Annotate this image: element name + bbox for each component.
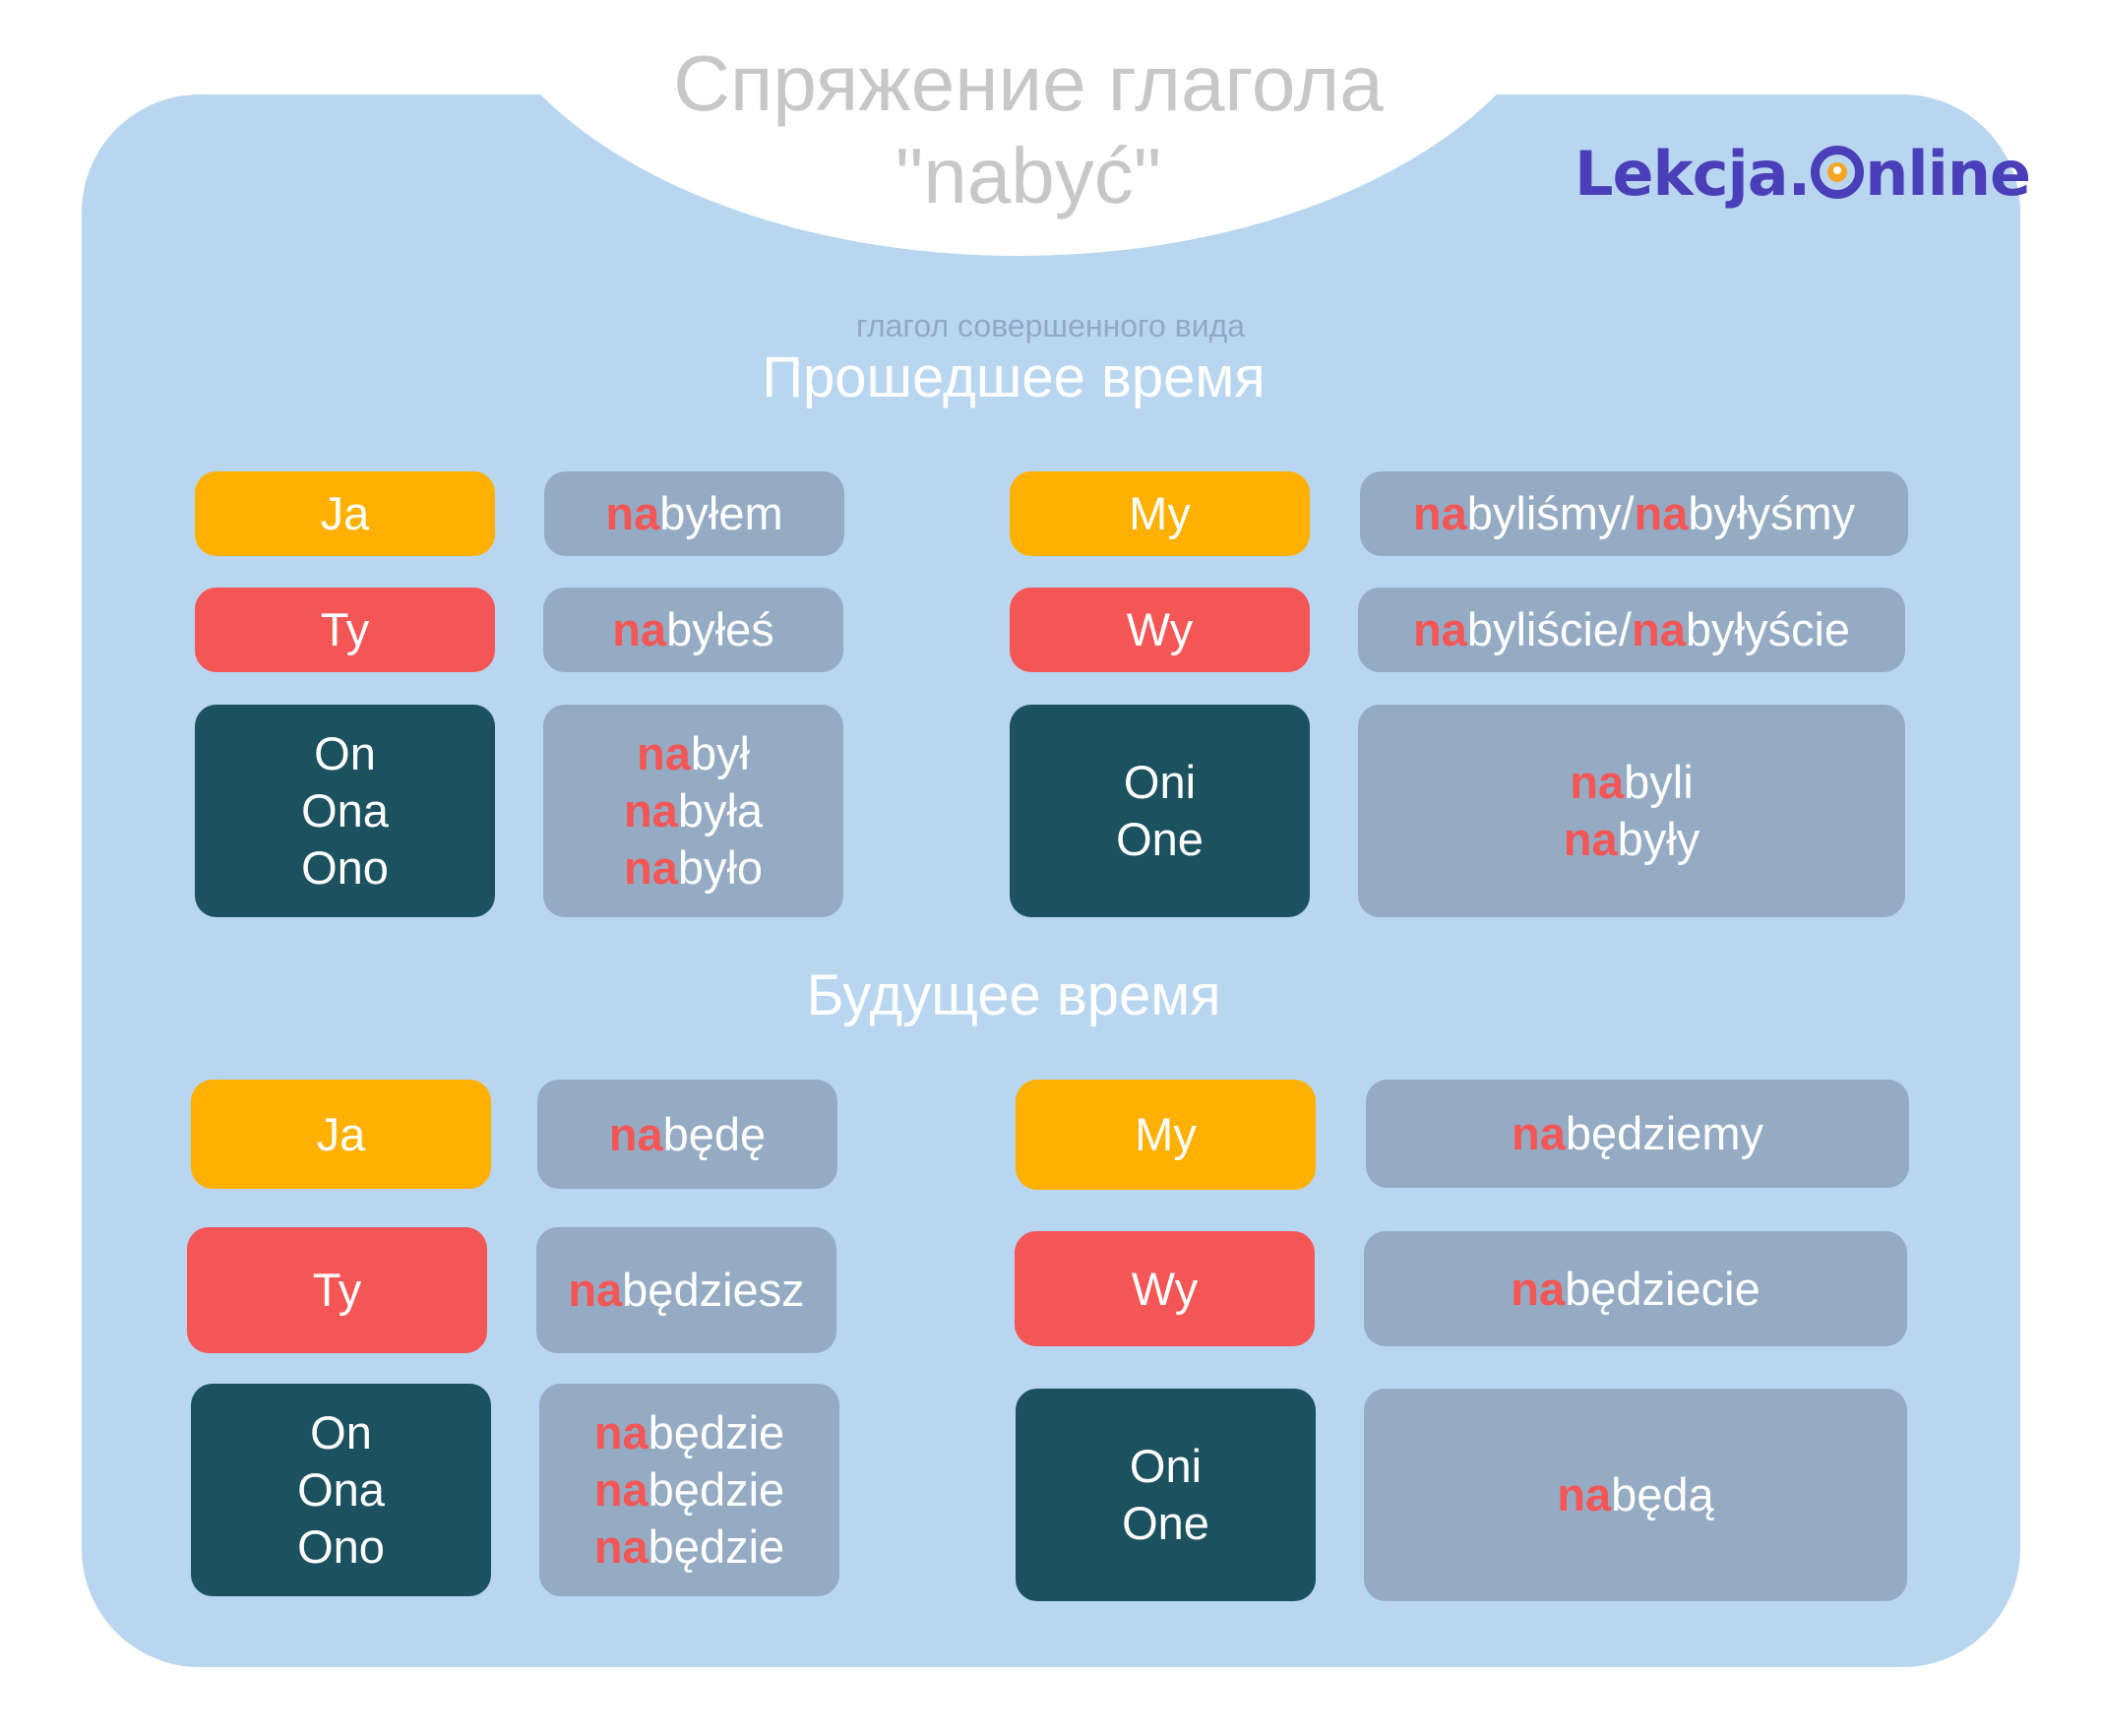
verb-prefix: na (623, 784, 678, 837)
verb-prefix: na (1412, 603, 1467, 655)
logo-text-part2: nline (1865, 138, 2031, 210)
verb-form-line (1413, 601, 1850, 658)
page-title-line1: Спряжение глагола (673, 39, 1384, 127)
future-pronoun-ty (187, 1227, 487, 1353)
past-tense-heading: Прошедшее время (762, 345, 1266, 409)
past-pronoun-ty (195, 588, 495, 672)
verb-form-line (624, 782, 763, 839)
verb-stem: będzie (648, 1463, 785, 1516)
verb-prefix: na (1570, 756, 1625, 808)
verb-stem: był (690, 727, 750, 779)
past-form-oni-one (1358, 705, 1905, 917)
pronoun-label: One (1116, 813, 1204, 865)
verb-prefix: na (1634, 487, 1689, 539)
past-form-ty (543, 588, 843, 672)
verb-prefix: na (568, 1264, 623, 1316)
pronoun-label: Wy (1126, 603, 1194, 655)
past-form-ja (544, 471, 844, 556)
verb-prefix: na (637, 727, 691, 779)
future-form-wy (1364, 1231, 1907, 1346)
past-form-on-ona-ono (543, 705, 843, 917)
pronoun-label: Ona (297, 1463, 385, 1516)
verb-stem: byliśmy/ (1466, 487, 1635, 539)
verb-stem: było (677, 841, 764, 894)
future-form-ja (537, 1080, 837, 1189)
verb-stem: będzie (648, 1520, 785, 1573)
pronoun-label: Ja (316, 1107, 366, 1160)
verb-stem: będą (1611, 1468, 1714, 1520)
pronoun-label: Ona (301, 784, 389, 837)
future-pronoun-oni-one (1016, 1389, 1316, 1601)
logo-text-part1: Lekcja. (1575, 138, 1811, 210)
verb-stem: będziecie (1565, 1262, 1761, 1315)
verb-form-line (1413, 485, 1855, 542)
pronoun-label: Ja (320, 487, 370, 539)
logo-o-icon (1811, 146, 1864, 199)
pronoun-label: Ono (301, 841, 389, 894)
verb-stem: byli (1624, 756, 1694, 808)
verb-form-line (605, 485, 782, 542)
verb-prefix: na (608, 1107, 663, 1160)
verb-prefix: na (605, 487, 660, 539)
verb-prefix: na (593, 1463, 649, 1516)
future-tense-heading: Будущее время (806, 963, 1221, 1027)
verb-stem: byłeś (666, 603, 774, 655)
verb-form-line (1511, 1261, 1760, 1318)
verb-prefix: na (1632, 603, 1686, 655)
future-form-oni-one (1364, 1389, 1907, 1601)
pronoun-label: Oni (1129, 1440, 1203, 1492)
verb-form-line (637, 725, 750, 782)
past-pronoun-oni-one (1010, 705, 1310, 917)
future-pronoun-on-ona-ono (191, 1384, 491, 1596)
verb-stem: byliście/ (1466, 603, 1632, 655)
verb-form-line (612, 601, 774, 658)
pronoun-label: On (310, 1406, 372, 1458)
pronoun-label: Ty (320, 603, 370, 655)
verb-prefix: na (1557, 1468, 1612, 1520)
future-form-on-ona-ono (539, 1384, 839, 1596)
pronoun-label: On (314, 727, 376, 779)
verb-prefix: na (623, 841, 678, 894)
past-pronoun-my (1010, 471, 1310, 556)
pronoun-label: My (1135, 1108, 1197, 1160)
verb-form-line (568, 1262, 804, 1319)
verb-stem: będziesz (622, 1264, 805, 1316)
verb-stem: byłyśmy (1688, 487, 1856, 539)
pronoun-label: My (1129, 487, 1191, 539)
verb-form-line (1570, 754, 1693, 811)
past-pronoun-wy (1010, 588, 1310, 672)
verb-prefix: na (612, 603, 667, 655)
verb-form-line (594, 1461, 784, 1519)
past-pronoun-ja (195, 471, 495, 556)
verb-stem: były (1617, 813, 1700, 865)
pronoun-label: Ono (297, 1520, 385, 1573)
future-pronoun-ja (191, 1080, 491, 1189)
lekcja-online-logo (1575, 138, 2030, 210)
page-title-line2: "nabyć" (895, 132, 1162, 219)
verb-prefix: na (593, 1406, 649, 1458)
verb-aspect-subtitle: глагол совершенного вида (855, 308, 1246, 343)
verb-form-line (1564, 811, 1699, 868)
verb-form-line (1512, 1105, 1763, 1162)
verb-form-line (624, 839, 763, 897)
pronoun-label: One (1122, 1497, 1209, 1549)
pronoun-label: Wy (1131, 1262, 1199, 1315)
verb-form-line (1557, 1466, 1713, 1523)
past-form-wy (1358, 588, 1905, 672)
verb-prefix: na (1412, 487, 1467, 539)
verb-prefix: na (593, 1520, 649, 1573)
past-form-my (1360, 471, 1908, 556)
verb-stem: byłyście (1685, 603, 1851, 655)
page-title (512, 37, 1545, 222)
verb-stem: będzie (648, 1406, 785, 1458)
verb-stem: byłem (659, 487, 783, 539)
verb-prefix: na (1563, 813, 1618, 865)
past-pronoun-on-ona-ono (195, 705, 495, 917)
verb-form-line (594, 1404, 784, 1461)
verb-form-line (609, 1106, 766, 1163)
pronoun-label: Oni (1123, 756, 1197, 808)
verb-stem: była (677, 784, 764, 837)
future-form-ty (536, 1227, 836, 1353)
future-form-my (1366, 1080, 1909, 1188)
verb-stem: będziemy (1565, 1107, 1763, 1159)
future-pronoun-wy (1015, 1231, 1315, 1346)
verb-form-line (594, 1519, 784, 1576)
verb-prefix: na (1511, 1262, 1566, 1315)
future-pronoun-my (1016, 1080, 1316, 1190)
verb-prefix: na (1511, 1107, 1566, 1159)
verb-stem: będę (662, 1107, 767, 1160)
pronoun-label: Ty (312, 1264, 362, 1316)
